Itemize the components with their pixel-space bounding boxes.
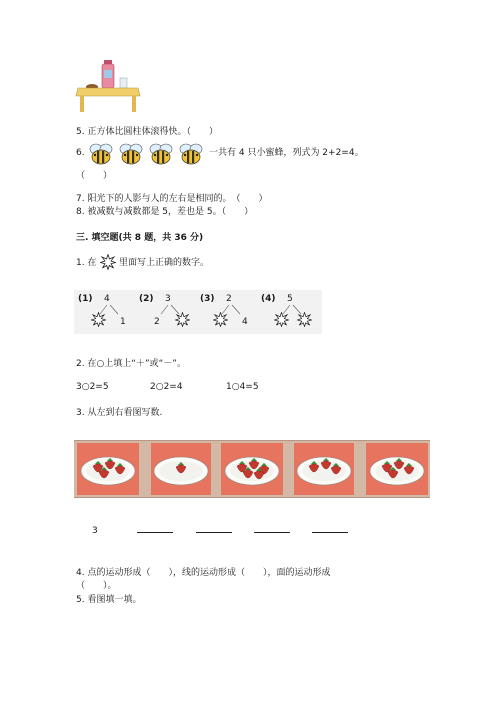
number-bond-strip: [74, 290, 322, 334]
table-illustration: [74, 58, 142, 114]
equation-1: 3○2=5: [76, 382, 109, 392]
fill-question-1-suffix: 里面写上正确的数字。: [119, 258, 210, 268]
bond-part: 1: [120, 317, 126, 327]
fill-question-5: 5. 看图填一填。: [76, 595, 142, 605]
bee-icon: [178, 142, 204, 166]
bond-label: (2): [139, 294, 154, 304]
fill-question-2: 2. 在○上填上“＋”或“－”。: [76, 359, 186, 369]
bond-part: 4: [242, 317, 248, 327]
bee-icon: [88, 142, 114, 166]
bond-total: 4: [104, 294, 110, 304]
star-icon: [297, 312, 312, 327]
strawberry-plate: [77, 443, 139, 495]
question-7: 7. 阳光下的人影与人的左右是相同的。 （ ）: [76, 194, 268, 204]
bond-total: 3: [165, 294, 171, 304]
answer-first: 3: [92, 526, 98, 536]
equation-3: 1○4=5: [226, 382, 259, 392]
equation-2: 2○2=4: [150, 382, 183, 392]
strawberry-strip: [74, 440, 430, 498]
fill-question-1-prefix: 1. 在: [76, 258, 97, 268]
number-bond: [257, 290, 319, 334]
bee-icon: [118, 142, 144, 166]
number-bond: [196, 290, 258, 334]
strawberry-panel: [366, 443, 428, 495]
answer-blank[interactable]: [196, 532, 232, 533]
star-icon: [100, 254, 116, 270]
fill-question-4-line2: （ ）。: [76, 581, 117, 591]
strawberry-panel: [151, 443, 211, 495]
star-icon: [91, 312, 106, 327]
strawberry-panel: [221, 443, 283, 495]
star-icon: [274, 312, 289, 327]
question-6-answer: （ ）: [76, 171, 113, 181]
question-8: 8. 被减数与减数都是 5，差也是 5。（ ）: [76, 207, 254, 217]
bee-icon: [148, 142, 174, 166]
number-bond: [135, 290, 197, 334]
bond-label: (3): [200, 294, 215, 304]
answer-blank[interactable]: [137, 532, 173, 533]
question-5-true-false: 5. 正方体比圆柱体滚得快。（ ）: [76, 127, 218, 137]
star-icon: [213, 312, 228, 327]
answer-blank[interactable]: [312, 532, 348, 533]
bond-label: (4): [261, 294, 276, 304]
strawberry-plate: [221, 443, 283, 495]
strawberry-plate: [366, 443, 428, 495]
question-6-number: 6.: [76, 148, 85, 158]
bond-total: 2: [226, 294, 232, 304]
fill-question-3: 3. 从左到右看图写数.: [76, 408, 163, 418]
star-icon: [175, 312, 190, 327]
bond-part: 2: [154, 317, 160, 327]
bond-total: 5: [287, 294, 293, 304]
strawberry-plate: [151, 443, 211, 495]
answer-blank[interactable]: [254, 532, 290, 533]
strawberry-panel: [77, 443, 139, 495]
fill-question-4-line1: 4. 点的运动形成（ ），线的运动形成（ ），面的运动形成: [76, 568, 331, 578]
strawberry-plate: [294, 443, 354, 495]
section-title: 三. 填空题(共 8 题，共 36 分): [76, 233, 204, 243]
question-6-text: 一共有 4 只小蜜蜂，列式为 2+2=4。: [209, 148, 364, 158]
bond-label: (1): [78, 294, 93, 304]
number-bond: [74, 290, 136, 334]
strawberry-panel: [294, 443, 354, 495]
